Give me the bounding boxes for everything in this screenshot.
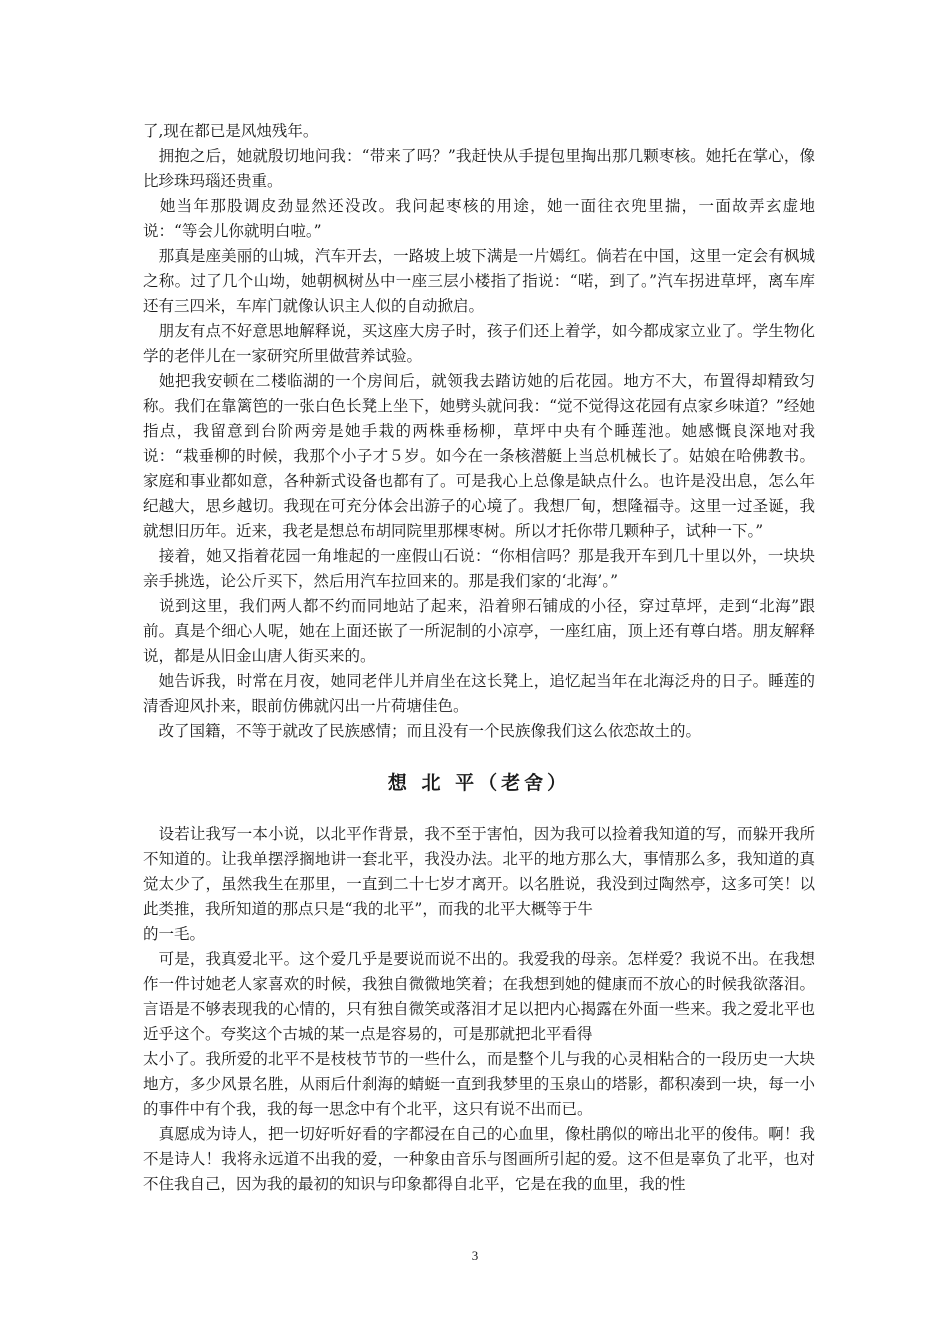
paragraph: 改了国籍，不等于就改了民族感情；而且没有一个民族像我们这么依恋故土的。 xyxy=(143,722,702,740)
paragraph: 设若让我写一本小说，以北平作背景，我不至于害怕，因为我可以捡着我知道的写，而躲开我所不知道的。让我单摆浮搁地讲一套北平，我没办法。北平的地方那么大，事情那么多，我知道的真觉太少了，虽然我生在那里，一直到二十七岁才离开。以名胜说，我没到过陶然亭，这多可笑！以此类推，我所知道的那点只是“我的北平”，而我的北平大概等于牛 的一毛。 xyxy=(143,825,815,943)
paragraph: 朋友有点不好意思地解释说，买这座大房子时，孩子们还上着学，如今都成家立业了。学生物化学的老伴儿在一家研究所里做营养试验。 xyxy=(143,322,815,365)
paragraph: 接着，她又指着花园一角堆起的一座假山石说：“你相信吗？那是我开车到几十里以外，一块块亲手挑选，论公斤买下，然后用汽车拉回来的。那是我们家的‘北海’。” xyxy=(143,547,815,590)
paragraph: 她告诉我，时常在月夜，她同老伴儿并肩坐在这长凳上，追忆起当年在北海泛舟的日子。睡莲的清香迎风扑来，眼前仿佛就闪出一片荷塘佳色。 xyxy=(143,672,815,715)
paragraph: 她把我安顿在二楼临湖的一个房间后，就领我去踏访她的后花园。地方不大，布置得却精致匀称。我们在靠篱笆的一张白色长凳上坐下，她劈头就问我：“觉不觉得这花园有点家乡味道？”经她指点，我留意到台阶两旁是她手栽的两株垂杨柳，草坪中央有个睡莲池。她感慨良深地对我说：“栽垂柳的时候，我那个小子才５岁。如今在一条核潜艇上当总机械长了。姑娘在哈佛教书。家庭和事业都如意，各种新式设备也都有了。可是我心上总像是缺点什么。也许是没出息，怎么年纪越大，思乡越切。我现在可充分体会出游子的心境了。我想厂甸，想隆福寺。这里一过圣诞，我就想旧历年。近来，我老是想总布胡同院里那棵枣树。所以才托你带几颗种子，试种一下。” xyxy=(143,372,815,540)
page-number: 3 xyxy=(471,1248,479,1263)
paragraph: 那真是座美丽的山城，汽车开去，一路坡上坡下满是一片嫣红。倘若在中国，这里一定会有枫城之称。过了几个山坳，她朝枫树丛中一座三层小楼指了指说：“喏，到了。”汽车拐进草坪，离车库还有三四米，车库门就像认识主人似的自动掀启。 xyxy=(143,247,815,315)
paragraph: 真愿成为诗人，把一切好听好看的字都浸在自己的心血里，像杜鹃似的啼出北平的俊伟。啊！我不是诗人！我将永远道不出我的爱，一种象由音乐与图画所引起的爱。这不但是辜负了北平，也对不住我自己，因为我的最初的知识与印象都得自北平，它是在我的血里，我的性 xyxy=(143,1125,815,1193)
paragraph: 说到这里，我们两人都不约而同地站了起来，沿着卵石铺成的小径，穿过草坪，走到“北海”跟前。真是个细心人呢，她在上面还嵌了一所泥制的小凉亭，一座红庙，顶上还有尊白塔。朋友解释说，都是从旧金山唐人街买来的。 xyxy=(143,597,815,665)
paragraph: 她当年那股调皮劲显然还没改。我问起枣核的用途，她一面往衣兜里揣，一面故弄玄虚地说：“等会儿你就明白啦。” xyxy=(143,197,815,240)
paragraph: 可是，我真爱北平。这个爱几乎是要说而说不出的。我爱我的母亲。怎样爱？我说不出。在我想作一件讨她老人家喜欢的时候，我独自微微地笑着；在我想到她的健康而不放心的时候我欲落泪。言语是不够表现我的心情的，只有独自微笑或落泪才足以把内心揭露在外面一些来。我之爱北平也近乎这个。夸奖这个古城的某一点是容易的，可是那就把北平看得 太小了。我所爱的北平不是枝枝节节的一些什么，而是整个儿与我的心灵相粘合的一段历史一大块地方，多少风景名胜，从雨后什刹海的蜻蜓一直到我梦里的玉泉山的塔影，都积凑到一块，每一小的事件中有个我，我的每一思念中有个北平，这只有说不出而已。 xyxy=(143,950,815,1118)
page-content xyxy=(143,119,815,1197)
essay-body xyxy=(143,822,815,1197)
section-title: 想 北 平（老舍） xyxy=(387,772,571,794)
paragraph: 拥抱之后，她就殷切地问我：“带来了吗？”我赶快从手提包里掏出那几颗枣核。她托在掌心，像比珍珠玛瑙还贵重。 xyxy=(143,147,815,190)
paragraph: 了,现在都已是风烛残年。 xyxy=(143,122,319,140)
story-continuation xyxy=(143,119,815,744)
